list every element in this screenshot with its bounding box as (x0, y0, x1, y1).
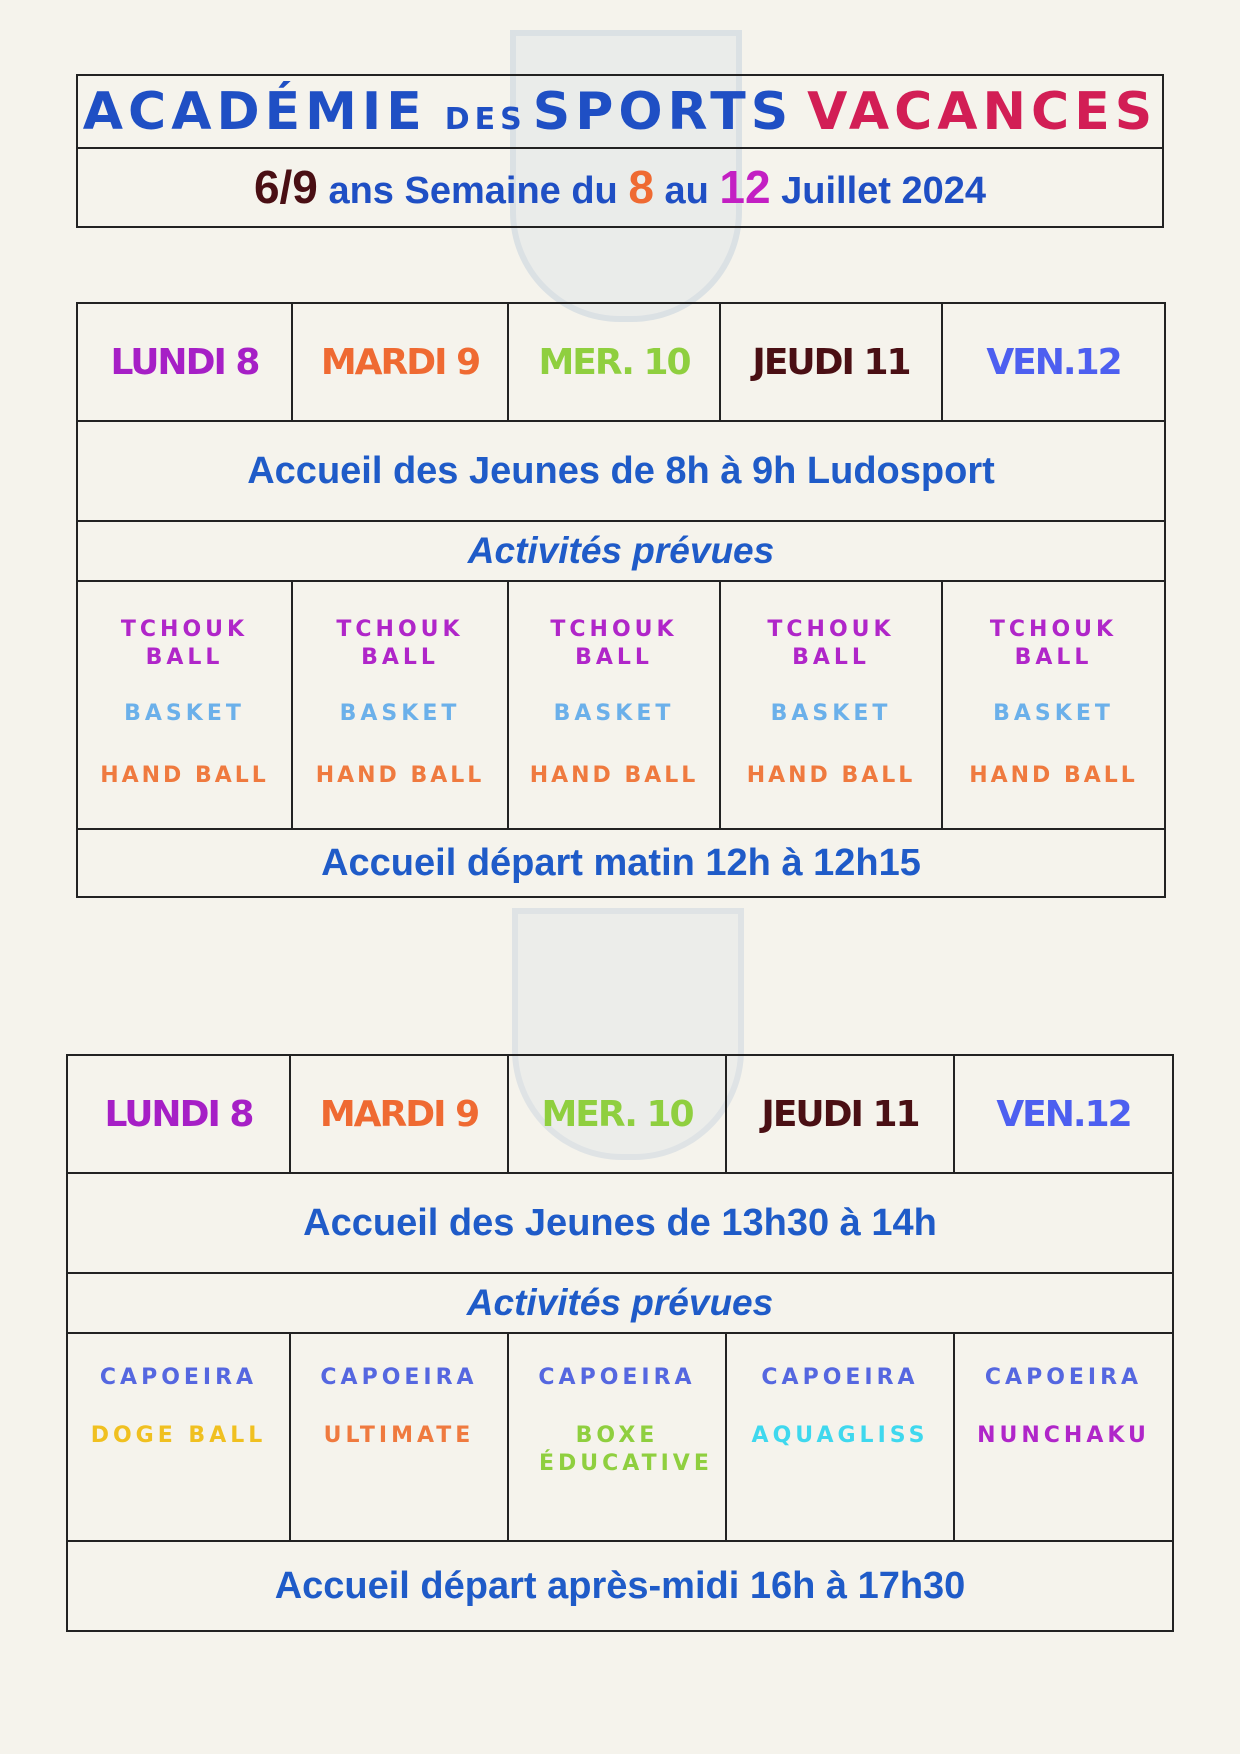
day-cell (67, 1055, 290, 1173)
activity-item: BASKET (993, 701, 1114, 726)
day-label: VEN.12 (996, 1093, 1131, 1135)
day-label: MER. 10 (538, 341, 690, 383)
activity-item: BASKET (553, 701, 675, 726)
day-label: MARDI 9 (320, 341, 480, 383)
subtitle-end: Juillet 2024 (770, 170, 987, 212)
day-label: MARDI 9 (319, 1093, 479, 1135)
activity-item: HAND BALL (529, 763, 699, 788)
activity-cell (290, 1333, 508, 1541)
subtitle-mid1: ans Semaine du (317, 170, 629, 212)
afternoon-activities-title: Activités prévues (67, 1273, 1173, 1333)
activity-item: BASKET (339, 701, 461, 726)
day-label: MER. 10 (541, 1093, 693, 1135)
activity-item: ULTIMATE (323, 1423, 475, 1448)
activity-item: AQUAGLISS (751, 1423, 929, 1448)
morning-arrival: Accueil des Jeunes de 8h à 9h Ludosport (77, 421, 1165, 521)
activity-item: CAPOEIRA (99, 1365, 258, 1390)
activity-item: TCHOUK BALL (550, 617, 678, 670)
subtitle-mid2: au (653, 170, 720, 212)
day-label: LUNDI 8 (104, 1093, 253, 1135)
day-cell (508, 1055, 726, 1173)
day-label: JEUDI 11 (752, 341, 910, 383)
title-sports: SPORTS (532, 82, 794, 142)
activity-item: CAPOEIRA (761, 1365, 919, 1390)
activity-item: TCHOUK BALL (336, 617, 464, 670)
day-label: LUNDI 8 (110, 341, 259, 383)
page-title (78, 76, 1162, 149)
header-box (76, 74, 1164, 228)
activity-item: TCHOUK BALL (989, 617, 1118, 670)
morning-days-row (77, 303, 1165, 421)
morning-departure: Accueil départ matin 12h à 12h15 (77, 829, 1165, 897)
activity-item: CAPOEIRA (320, 1365, 478, 1390)
activity-item: HAND BALL (315, 763, 485, 788)
day-cell (726, 1055, 954, 1173)
activity-cell (292, 581, 508, 829)
afternoon-activities-row (67, 1333, 1173, 1541)
day-cell (954, 1055, 1173, 1173)
page-subtitle (78, 149, 1162, 226)
activity-item: CAPOEIRA (538, 1365, 696, 1390)
subtitle-day1: 8 (628, 161, 654, 213)
day-label: JEUDI 11 (761, 1093, 919, 1135)
day-cell (942, 303, 1165, 421)
subtitle-day2: 12 (719, 161, 771, 213)
activity-item: HAND BALL (969, 763, 1138, 788)
activity-item: BASKET (124, 701, 245, 726)
subtitle-age: 6/9 (253, 161, 318, 213)
afternoon-schedule (66, 1054, 1174, 1632)
activity-cell (508, 581, 720, 829)
activity-item: TCHOUK BALL (120, 617, 249, 670)
morning-activities-row (77, 581, 1165, 829)
afternoon-departure: Accueil départ après-midi 16h à 17h30 (67, 1541, 1173, 1631)
afternoon-arrival: Accueil des Jeunes de 13h30 à 14h (67, 1173, 1173, 1273)
activity-item: BOXE ÉDUCATIVE (539, 1423, 713, 1476)
activity-item: TCHOUK BALL (767, 617, 895, 670)
activity-item: HAND BALL (100, 763, 269, 788)
activity-cell (720, 581, 942, 829)
morning-schedule (76, 302, 1166, 898)
title-academie: ACADÉMIE (82, 82, 427, 142)
title-vacances: VACANCES (807, 82, 1158, 142)
day-cell (290, 1055, 508, 1173)
activity-cell (726, 1333, 954, 1541)
day-cell (292, 303, 508, 421)
activity-item: DOGE BALL (90, 1423, 267, 1448)
morning-activities-title: Activités prévues (77, 521, 1165, 581)
day-cell (77, 303, 292, 421)
activity-cell (508, 1333, 726, 1541)
title-des: DES (444, 102, 527, 137)
activity-item: BASKET (770, 701, 892, 726)
activity-item: NUNCHAKU (977, 1423, 1150, 1448)
day-cell (508, 303, 720, 421)
day-cell (720, 303, 942, 421)
afternoon-days-row (67, 1055, 1173, 1173)
activity-cell (67, 1333, 290, 1541)
activity-cell (954, 1333, 1173, 1541)
activity-item: HAND BALL (746, 763, 916, 788)
activity-cell (942, 581, 1165, 829)
day-label: VEN.12 (986, 341, 1121, 383)
activity-cell (77, 581, 292, 829)
activity-item: CAPOEIRA (984, 1365, 1143, 1390)
